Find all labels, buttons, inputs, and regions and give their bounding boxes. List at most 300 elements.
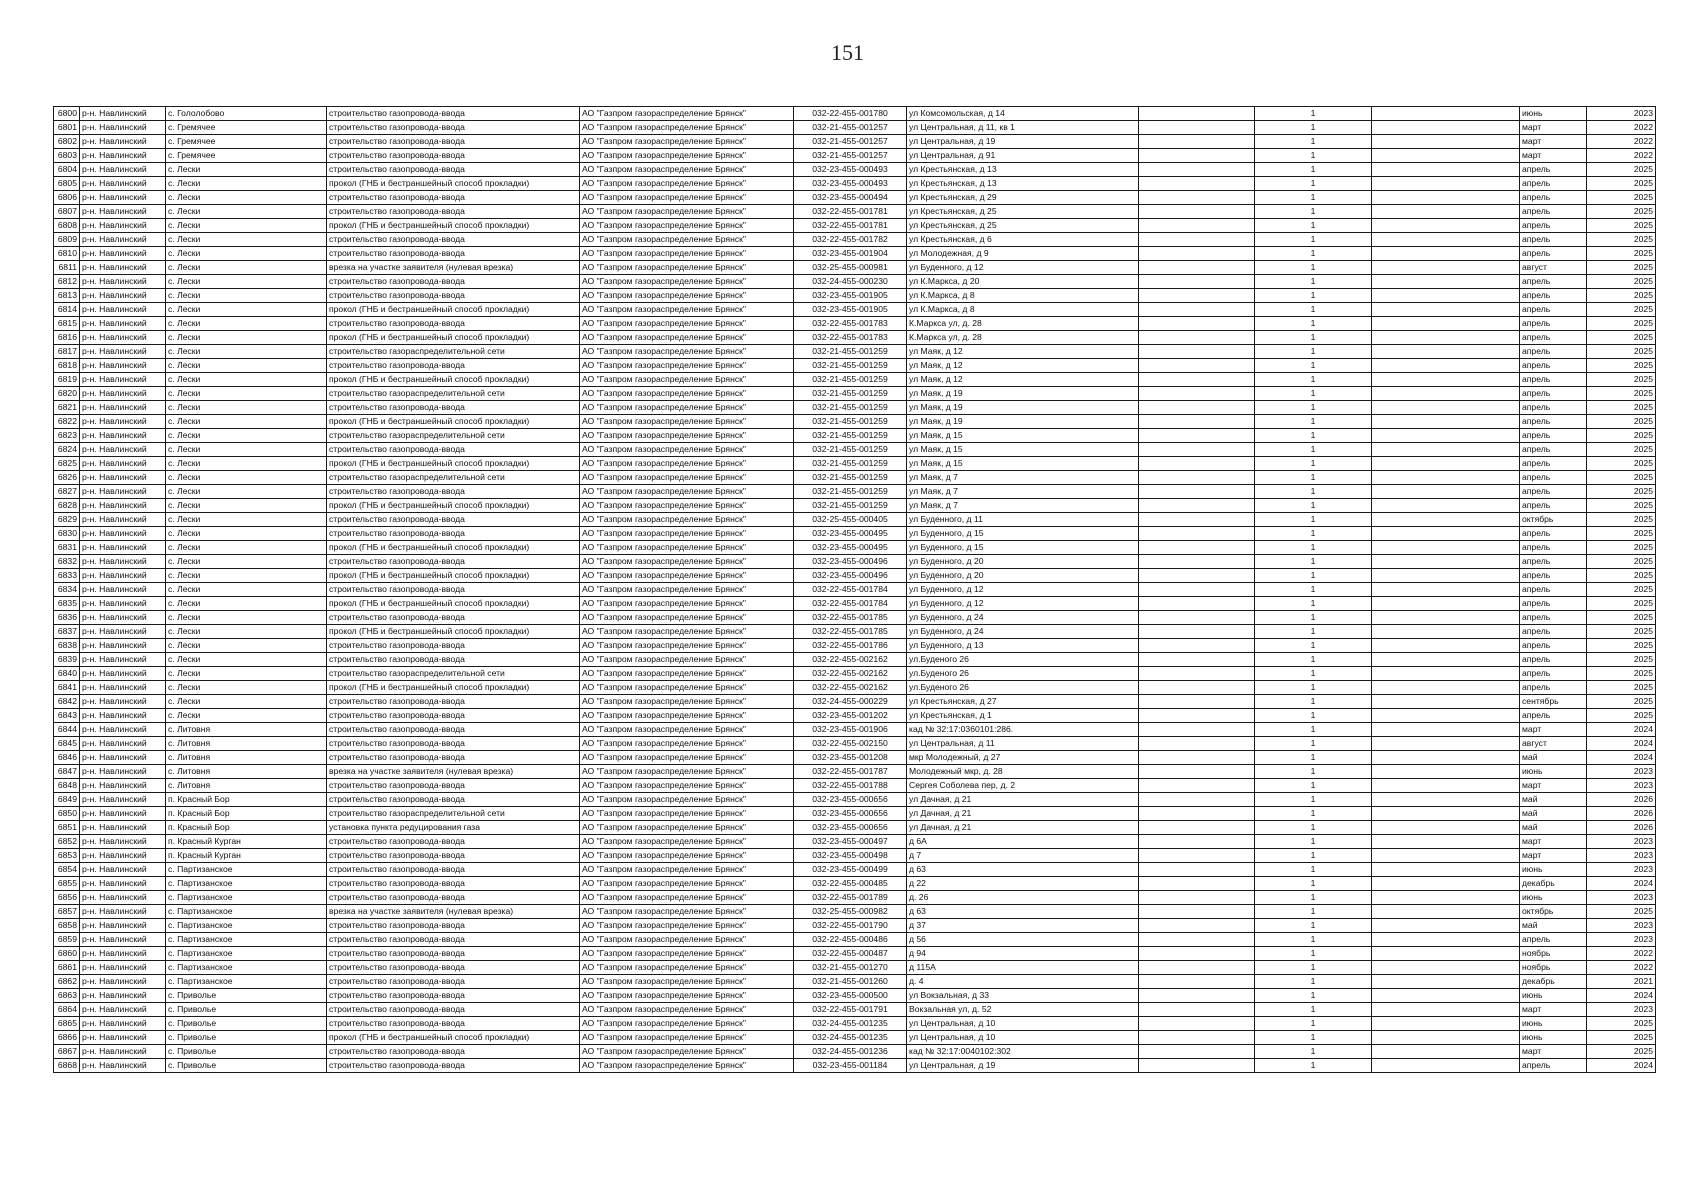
address-cell: ул Молодежная, д 9 (907, 247, 1139, 261)
district-cell: р-н. Навлинский (80, 667, 166, 681)
month-cell: апрель (1520, 485, 1587, 499)
row-number: 6847 (54, 765, 80, 779)
row-number: 6811 (54, 261, 80, 275)
blank-cell (1372, 1059, 1520, 1073)
table-row (54, 205, 1656, 219)
organization-cell: АО "Газпром газораспределение Брянск" (580, 919, 794, 933)
year-cell: 2025 (1587, 303, 1656, 317)
blank-cell (1372, 499, 1520, 513)
work-type-cell: строительство газопровода-ввода (327, 793, 580, 807)
blank-cell (1139, 331, 1255, 345)
district-cell: р-н. Навлинский (80, 359, 166, 373)
work-type-cell: прокол (ГНБ и бестраншейный способ прокладки) (327, 303, 580, 317)
year-cell: 2024 (1587, 737, 1656, 751)
work-type-cell: строительство газопровода-ввода (327, 275, 580, 289)
blank-cell (1372, 107, 1520, 121)
table-row (54, 541, 1656, 555)
blank-cell (1139, 821, 1255, 835)
quantity-cell: 1 (1255, 821, 1372, 835)
code-cell: 032-23-455-000496 (794, 555, 907, 569)
organization-cell: АО "Газпром газораспределение Брянск" (580, 429, 794, 443)
blank-cell (1139, 191, 1255, 205)
locality-cell: с. Литовня (166, 723, 327, 737)
row-number: 6800 (54, 107, 80, 121)
table-row (54, 961, 1656, 975)
blank-cell (1372, 975, 1520, 989)
work-type-cell: прокол (ГНБ и бестраншейный способ прокладки) (327, 625, 580, 639)
quantity-cell: 1 (1255, 849, 1372, 863)
blank-cell (1139, 569, 1255, 583)
code-cell: 032-23-455-000495 (794, 527, 907, 541)
address-cell: д 94 (907, 947, 1139, 961)
blank-cell (1139, 709, 1255, 723)
code-cell: 032-22-455-001785 (794, 625, 907, 639)
district-cell: р-н. Навлинский (80, 107, 166, 121)
year-cell: 2025 (1587, 653, 1656, 667)
organization-cell: АО "Газпром газораспределение Брянск" (580, 583, 794, 597)
month-cell: июнь (1520, 765, 1587, 779)
organization-cell: АО "Газпром газораспределение Брянск" (580, 163, 794, 177)
blank-cell (1139, 1059, 1255, 1073)
locality-cell: с. Лески (166, 527, 327, 541)
year-cell: 2025 (1587, 457, 1656, 471)
quantity-cell: 1 (1255, 163, 1372, 177)
blank-cell (1372, 723, 1520, 737)
table-row (54, 401, 1656, 415)
row-number: 6863 (54, 989, 80, 1003)
quantity-cell: 1 (1255, 1045, 1372, 1059)
blank-cell (1139, 401, 1255, 415)
blank-cell (1372, 135, 1520, 149)
table-row (54, 219, 1656, 233)
code-cell: 032-22-455-002162 (794, 681, 907, 695)
month-cell: сентябрь (1520, 695, 1587, 709)
year-cell: 2025 (1587, 317, 1656, 331)
year-cell: 2023 (1587, 765, 1656, 779)
year-cell: 2023 (1587, 1003, 1656, 1017)
table-row (54, 597, 1656, 611)
work-type-cell: строительство газопровода-ввода (327, 961, 580, 975)
work-type-cell: строительство газопровода-ввода (327, 863, 580, 877)
code-cell: 032-22-455-002162 (794, 667, 907, 681)
district-cell: р-н. Навлинский (80, 289, 166, 303)
row-number: 6850 (54, 807, 80, 821)
code-cell: 032-21-455-001259 (794, 429, 907, 443)
blank-cell (1372, 219, 1520, 233)
work-type-cell: строительство газопровода-ввода (327, 723, 580, 737)
table-row (54, 1059, 1656, 1073)
locality-cell: с. Лески (166, 457, 327, 471)
locality-cell: с. Лески (166, 261, 327, 275)
blank-cell (1372, 653, 1520, 667)
table-row (54, 849, 1656, 863)
blank-cell (1372, 429, 1520, 443)
organization-cell: АО "Газпром газораспределение Брянск" (580, 233, 794, 247)
address-cell: ул Маяк, д 7 (907, 499, 1139, 513)
locality-cell: с. Литовня (166, 751, 327, 765)
work-type-cell: строительство газопровода-ввода (327, 695, 580, 709)
table-row (54, 415, 1656, 429)
quantity-cell: 1 (1255, 625, 1372, 639)
address-cell: ул Центральная, д 91 (907, 149, 1139, 163)
blank-cell (1139, 387, 1255, 401)
district-cell: р-н. Навлинский (80, 303, 166, 317)
work-type-cell: строительство газораспределительной сети (327, 387, 580, 401)
locality-cell: п. Красный Курган (166, 849, 327, 863)
organization-cell: АО "Газпром газораспределение Брянск" (580, 177, 794, 191)
locality-cell: с. Лески (166, 667, 327, 681)
quantity-cell: 1 (1255, 709, 1372, 723)
address-cell: ул Буденного, д 12 (907, 597, 1139, 611)
year-cell: 2024 (1587, 723, 1656, 737)
month-cell: май (1520, 919, 1587, 933)
quantity-cell: 1 (1255, 303, 1372, 317)
blank-cell (1139, 653, 1255, 667)
work-type-cell: строительство газопровода-ввода (327, 891, 580, 905)
month-cell: октябрь (1520, 905, 1587, 919)
district-cell: р-н. Навлинский (80, 905, 166, 919)
year-cell: 2023 (1587, 779, 1656, 793)
table-row (54, 765, 1656, 779)
organization-cell: АО "Газпром газораспределение Брянск" (580, 891, 794, 905)
quantity-cell: 1 (1255, 499, 1372, 513)
blank-cell (1372, 387, 1520, 401)
district-cell: р-н. Навлинский (80, 933, 166, 947)
address-cell: ул Маяк, д 7 (907, 485, 1139, 499)
district-cell: р-н. Навлинский (80, 611, 166, 625)
month-cell: апрель (1520, 205, 1587, 219)
blank-cell (1372, 779, 1520, 793)
quantity-cell: 1 (1255, 205, 1372, 219)
code-cell: 032-23-455-000656 (794, 821, 907, 835)
work-type-cell: строительство газопровода-ввода (327, 149, 580, 163)
organization-cell: АО "Газпром газораспределение Брянск" (580, 751, 794, 765)
work-type-cell: строительство газопровода-ввода (327, 485, 580, 499)
organization-cell: АО "Газпром газораспределение Брянск" (580, 877, 794, 891)
row-number: 6806 (54, 191, 80, 205)
locality-cell: п. Красный Курган (166, 835, 327, 849)
locality-cell: с. Лески (166, 345, 327, 359)
quantity-cell: 1 (1255, 149, 1372, 163)
blank-cell (1139, 303, 1255, 317)
work-type-cell: строительство газопровода-ввода (327, 583, 580, 597)
blank-cell (1372, 149, 1520, 163)
blank-cell (1372, 737, 1520, 751)
quantity-cell: 1 (1255, 989, 1372, 1003)
month-cell: апрель (1520, 555, 1587, 569)
year-cell: 2025 (1587, 373, 1656, 387)
blank-cell (1139, 135, 1255, 149)
code-cell: 032-22-455-000485 (794, 877, 907, 891)
month-cell: апрель (1520, 191, 1587, 205)
work-type-cell: строительство газопровода-ввода (327, 443, 580, 457)
locality-cell: с. Партизанское (166, 863, 327, 877)
table-row (54, 247, 1656, 261)
quantity-cell: 1 (1255, 345, 1372, 359)
district-cell: р-н. Навлинский (80, 219, 166, 233)
address-cell: ул Маяк, д 12 (907, 373, 1139, 387)
blank-cell (1139, 1017, 1255, 1031)
organization-cell: АО "Газпром газораспределение Брянск" (580, 667, 794, 681)
locality-cell: с. Приволье (166, 1017, 327, 1031)
blank-cell (1139, 863, 1255, 877)
address-cell: ул Маяк, д 15 (907, 443, 1139, 457)
code-cell: 032-22-455-001781 (794, 205, 907, 219)
address-cell: ул Буденного, д 11 (907, 513, 1139, 527)
table-row (54, 233, 1656, 247)
quantity-cell: 1 (1255, 919, 1372, 933)
district-cell: р-н. Навлинский (80, 835, 166, 849)
work-type-cell: строительство газопровода-ввода (327, 919, 580, 933)
locality-cell: с. Лески (166, 597, 327, 611)
address-cell: ул Маяк, д 7 (907, 471, 1139, 485)
organization-cell: АО "Газпром газораспределение Брянск" (580, 821, 794, 835)
month-cell: май (1520, 793, 1587, 807)
work-type-cell: строительство газопровода-ввода (327, 751, 580, 765)
blank-cell (1372, 583, 1520, 597)
district-cell: р-н. Навлинский (80, 233, 166, 247)
blank-cell (1139, 527, 1255, 541)
blank-cell (1372, 485, 1520, 499)
blank-cell (1372, 191, 1520, 205)
work-type-cell: врезка на участке заявителя (нулевая врезка) (327, 261, 580, 275)
table-row (54, 387, 1656, 401)
quantity-cell: 1 (1255, 177, 1372, 191)
address-cell: ул Крестьянская, д 27 (907, 695, 1139, 709)
locality-cell: с. Лески (166, 709, 327, 723)
blank-cell (1372, 303, 1520, 317)
address-cell: ул Маяк, д 12 (907, 359, 1139, 373)
organization-cell: АО "Газпром газораспределение Брянск" (580, 541, 794, 555)
row-number: 6866 (54, 1031, 80, 1045)
month-cell: март (1520, 149, 1587, 163)
district-cell: р-н. Навлинский (80, 247, 166, 261)
month-cell: август (1520, 261, 1587, 275)
work-type-cell: прокол (ГНБ и бестраншейный способ прокладки) (327, 681, 580, 695)
work-type-cell: прокол (ГНБ и бестраншейный способ прокладки) (327, 331, 580, 345)
code-cell: 032-21-455-001259 (794, 485, 907, 499)
district-cell: р-н. Навлинский (80, 471, 166, 485)
locality-cell: с. Лески (166, 639, 327, 653)
work-type-cell: строительство газопровода-ввода (327, 1045, 580, 1059)
code-cell: 032-24-455-000230 (794, 275, 907, 289)
organization-cell: АО "Газпром газораспределение Брянск" (580, 107, 794, 121)
code-cell: 032-21-455-001259 (794, 387, 907, 401)
code-cell: 032-21-455-001259 (794, 373, 907, 387)
blank-cell (1372, 401, 1520, 415)
row-number: 6833 (54, 569, 80, 583)
quantity-cell: 1 (1255, 765, 1372, 779)
table-row (54, 709, 1656, 723)
month-cell: апрель (1520, 415, 1587, 429)
address-cell: кад № 32:17:0360101:286. (907, 723, 1139, 737)
table-row (54, 611, 1656, 625)
address-cell: К.Маркса ул, д. 28 (907, 331, 1139, 345)
year-cell: 2025 (1587, 527, 1656, 541)
year-cell: 2025 (1587, 289, 1656, 303)
table-row (54, 807, 1656, 821)
month-cell: июнь (1520, 891, 1587, 905)
month-cell: март (1520, 723, 1587, 737)
year-cell: 2025 (1587, 415, 1656, 429)
locality-cell: с. Лески (166, 191, 327, 205)
quantity-cell: 1 (1255, 555, 1372, 569)
row-number: 6807 (54, 205, 80, 219)
address-cell: ул Буденного, д 12 (907, 583, 1139, 597)
work-type-cell: строительство газопровода-ввода (327, 205, 580, 219)
blank-cell (1139, 317, 1255, 331)
work-type-cell: строительство газопровода-ввода (327, 191, 580, 205)
address-cell: д 7 (907, 849, 1139, 863)
district-cell: р-н. Навлинский (80, 737, 166, 751)
blank-cell (1139, 989, 1255, 1003)
year-cell: 2023 (1587, 933, 1656, 947)
blank-cell (1372, 695, 1520, 709)
work-type-cell: строительство газопровода-ввода (327, 947, 580, 961)
quantity-cell: 1 (1255, 289, 1372, 303)
locality-cell: с. Гремячее (166, 135, 327, 149)
work-type-cell: врезка на участке заявителя (нулевая врезка) (327, 765, 580, 779)
work-type-cell: установка пункта редуцирования газа (327, 821, 580, 835)
quantity-cell: 1 (1255, 751, 1372, 765)
organization-cell: АО "Газпром газораспределение Брянск" (580, 765, 794, 779)
address-cell: ул К.Маркса, д 8 (907, 303, 1139, 317)
locality-cell: с. Лески (166, 415, 327, 429)
month-cell: июнь (1520, 1017, 1587, 1031)
organization-cell: АО "Газпром газораспределение Брянск" (580, 849, 794, 863)
quantity-cell: 1 (1255, 429, 1372, 443)
organization-cell: АО "Газпром газораспределение Брянск" (580, 597, 794, 611)
locality-cell: с. Лески (166, 275, 327, 289)
row-number: 6851 (54, 821, 80, 835)
organization-cell: АО "Газпром газораспределение Брянск" (580, 863, 794, 877)
district-cell: р-н. Навлинский (80, 177, 166, 191)
row-number: 6826 (54, 471, 80, 485)
organization-cell: АО "Газпром газораспределение Брянск" (580, 219, 794, 233)
blank-cell (1372, 947, 1520, 961)
code-cell: 032-22-455-001786 (794, 639, 907, 653)
table-row (54, 1031, 1656, 1045)
code-cell: 032-25-455-000405 (794, 513, 907, 527)
blank-cell (1139, 639, 1255, 653)
code-cell: 032-23-455-001904 (794, 247, 907, 261)
page-number: 151 (831, 40, 864, 65)
address-cell: ул Центральная, д 10 (907, 1017, 1139, 1031)
district-cell: р-н. Навлинский (80, 485, 166, 499)
organization-cell: АО "Газпром газораспределение Брянск" (580, 471, 794, 485)
blank-cell (1139, 247, 1255, 261)
blank-cell (1139, 1045, 1255, 1059)
code-cell: 032-23-455-000656 (794, 793, 907, 807)
blank-cell (1372, 471, 1520, 485)
locality-cell: с. Лески (166, 219, 327, 233)
organization-cell: АО "Газпром газораспределение Брянск" (580, 695, 794, 709)
district-cell: р-н. Навлинский (80, 625, 166, 639)
row-number: 6853 (54, 849, 80, 863)
row-number: 6829 (54, 513, 80, 527)
organization-cell: АО "Газпром газораспределение Брянск" (580, 261, 794, 275)
blank-cell (1139, 471, 1255, 485)
district-cell: р-н. Навлинский (80, 415, 166, 429)
year-cell: 2025 (1587, 387, 1656, 401)
blank-cell (1139, 373, 1255, 387)
organization-cell: АО "Газпром газораспределение Брянск" (580, 569, 794, 583)
organization-cell: АО "Газпром газораспределение Брянск" (580, 401, 794, 415)
year-cell: 2022 (1587, 947, 1656, 961)
work-type-cell: строительство газопровода-ввода (327, 513, 580, 527)
blank-cell (1139, 681, 1255, 695)
address-cell: ул Крестьянская, д 13 (907, 177, 1139, 191)
row-number: 6828 (54, 499, 80, 513)
address-cell: ул.Буденого 26 (907, 667, 1139, 681)
code-cell: 032-22-455-002150 (794, 737, 907, 751)
blank-cell (1372, 667, 1520, 681)
row-number: 6820 (54, 387, 80, 401)
code-cell: 032-24-455-001236 (794, 1045, 907, 1059)
blank-cell (1139, 947, 1255, 961)
locality-cell: с. Партизанское (166, 975, 327, 989)
address-cell: Вокзальная ул, д. 52 (907, 1003, 1139, 1017)
code-cell: 032-22-455-000487 (794, 947, 907, 961)
year-cell: 2025 (1587, 331, 1656, 345)
table-row (54, 835, 1656, 849)
work-type-cell: строительство газопровода-ввода (327, 1003, 580, 1017)
row-number: 6862 (54, 975, 80, 989)
district-cell: р-н. Навлинский (80, 695, 166, 709)
locality-cell: с. Лески (166, 401, 327, 415)
quantity-cell: 1 (1255, 331, 1372, 345)
code-cell: 032-21-455-001270 (794, 961, 907, 975)
organization-cell: АО "Газпром газораспределение Брянск" (580, 611, 794, 625)
district-cell: р-н. Навлинский (80, 541, 166, 555)
locality-cell: с. Лески (166, 289, 327, 303)
month-cell: апрель (1520, 541, 1587, 555)
blank-cell (1372, 1031, 1520, 1045)
district-cell: р-н. Навлинский (80, 863, 166, 877)
blank-cell (1139, 737, 1255, 751)
row-number: 6802 (54, 135, 80, 149)
organization-cell: АО "Газпром газораспределение Брянск" (580, 149, 794, 163)
quantity-cell: 1 (1255, 387, 1372, 401)
blank-cell (1139, 779, 1255, 793)
row-number: 6821 (54, 401, 80, 415)
month-cell: апрель (1520, 471, 1587, 485)
row-number: 6864 (54, 1003, 80, 1017)
month-cell: апрель (1520, 443, 1587, 457)
year-cell: 2025 (1587, 1045, 1656, 1059)
organization-cell: АО "Газпром газораспределение Брянск" (580, 723, 794, 737)
code-cell: 032-22-455-001783 (794, 331, 907, 345)
blank-cell (1372, 961, 1520, 975)
row-number: 6844 (54, 723, 80, 737)
month-cell: апрель (1520, 681, 1587, 695)
month-cell: апрель (1520, 163, 1587, 177)
blank-cell (1139, 583, 1255, 597)
register-table (53, 106, 1656, 1073)
table-row (54, 625, 1656, 639)
month-cell: апрель (1520, 401, 1587, 415)
code-cell: 032-22-455-001785 (794, 611, 907, 625)
locality-cell: с. Лески (166, 555, 327, 569)
year-cell: 2025 (1587, 205, 1656, 219)
code-cell: 032-21-455-001259 (794, 401, 907, 415)
address-cell: ул Маяк, д 19 (907, 401, 1139, 415)
blank-cell (1372, 317, 1520, 331)
address-cell: кад № 32:17:0040102:302 (907, 1045, 1139, 1059)
row-number: 6839 (54, 653, 80, 667)
address-cell: ул Крестьянская, д 1 (907, 709, 1139, 723)
month-cell: май (1520, 821, 1587, 835)
